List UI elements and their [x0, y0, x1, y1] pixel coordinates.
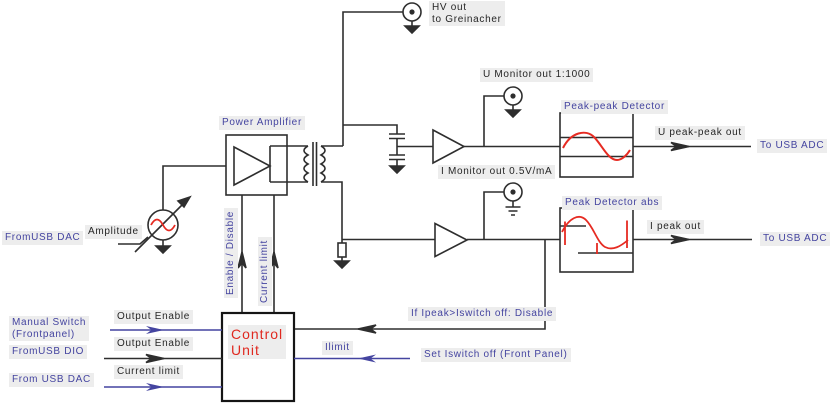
i-monitor-label: I Monitor out 0.5V/mA	[438, 165, 555, 179]
ilimit-label: Ilimit	[322, 341, 353, 355]
hv-connector-icon	[403, 3, 421, 33]
if-ipeak-label: If Ipeak>Iswitch off: Disable	[408, 307, 556, 321]
hv-out-label: HV out to Greinacher	[429, 1, 505, 26]
fromusb-dio-label: FromUSB DIO	[9, 345, 87, 359]
to-usb-adc-u-label: To USB ADC	[757, 139, 827, 153]
amp-input-wire	[163, 166, 226, 210]
source-sine-icon	[151, 220, 175, 231]
fromusb-dac-label: FromUSB DAC	[2, 231, 83, 245]
enable-disable-label: Enable / Disable	[224, 208, 238, 298]
secondary-bottom-wire	[321, 182, 342, 240]
i-buffer-icon	[435, 224, 467, 257]
control-unit-label: Control Unit	[228, 325, 286, 359]
u-monitor-label: U Monitor out 1:1000	[480, 68, 593, 82]
current-limit-vertical-label: Current limit	[258, 237, 272, 306]
output-enable-dio-label: Output Enable	[114, 337, 193, 351]
output-enable-switch-label: Output Enable	[114, 310, 193, 324]
to-usb-adc-i-label: To USB ADC	[760, 232, 830, 246]
transformer-icon	[304, 142, 325, 186]
peak-detector-abs-box	[560, 208, 633, 272]
peak-peak-detector-box	[560, 113, 633, 177]
set-iswitch-label: Set Iswitch off (Front Panel)	[421, 348, 571, 362]
power-amplifier-label: Power Amplifier	[219, 116, 305, 130]
peak-detector-abs-label: Peak Detector abs	[562, 196, 662, 210]
divider-branch-wire	[343, 125, 397, 134]
u-buffer-icon	[433, 130, 464, 163]
from-usb-dac-label: From USB DAC	[9, 373, 94, 387]
hv-wire	[343, 12, 403, 146]
u-monitor-connector-icon	[504, 87, 522, 117]
shunt-resistor-icon	[335, 240, 349, 269]
manual-switch-label: Manual Switch (Frontpanel)	[9, 316, 89, 341]
i-peak-out-label: I peak out	[647, 220, 704, 234]
current-limit-input-label: Current limit	[114, 365, 183, 379]
power-amplifier-box	[226, 135, 308, 195]
capacitor-divider-icon	[389, 134, 405, 173]
i-monitor-connector-icon	[504, 183, 522, 215]
peak-abs-waveform-icon	[562, 217, 628, 254]
peak-peak-detector-label: Peak-peak Detector	[561, 100, 668, 114]
u-monitor-tap-wire	[484, 96, 504, 147]
i-monitor-tap-wire	[484, 192, 504, 240]
u-peak-peak-out-label: U peak-peak out	[655, 126, 745, 140]
amplitude-label: Amplitude	[85, 225, 142, 239]
